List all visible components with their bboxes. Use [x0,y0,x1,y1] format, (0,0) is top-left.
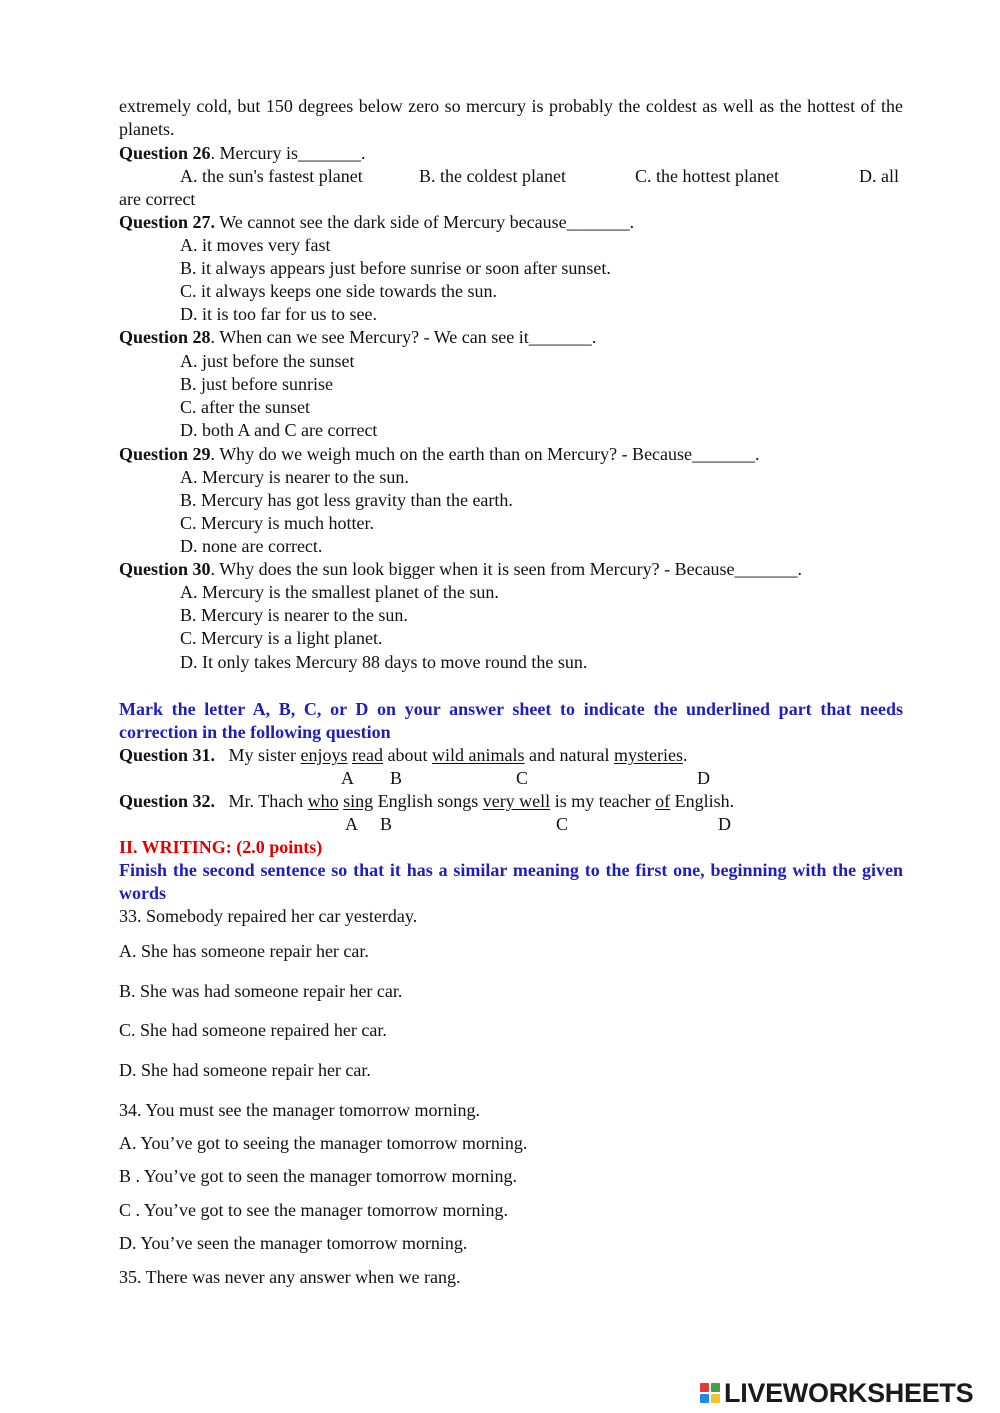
q26-option-d[interactable]: D. all [859,166,899,186]
question-29 [119,443,760,466]
q31-letter-b: B [390,768,403,788]
q31-letter-a: A [341,768,354,788]
q33-option-b[interactable]: B. She was had someone repair her car. [119,981,403,1001]
q28-option-a[interactable]: A. just before the sunset [180,351,355,371]
question-32 [119,790,734,813]
q28-option-c[interactable]: C. after the sunset [180,397,310,417]
q32-underlined-c[interactable]: very well [482,791,551,811]
logo-mark-icon [700,1383,720,1403]
question-26 [119,142,366,165]
question-30-label: Question 30 [119,559,211,579]
q34-option-a[interactable]: A. You’ve got to seeing the manager tomorrow morning. [119,1133,528,1153]
q32-letter-c: C [556,814,569,834]
q32-text: is my teacher [550,791,656,811]
writing-instruction: Finish the second sentence so that it has a similar meaning to the first one, beginning with the given words [119,860,903,903]
q31-underlined-d[interactable]: mysteries [613,745,683,765]
question-31 [119,744,687,767]
question-33-stem: 33. Somebody repaired her car yesterday. [119,906,418,926]
q31-text: and natural [524,745,614,765]
q31-underlined-a[interactable]: enjoys [300,745,348,765]
logo-text: LIVEWORKSHEETS [724,1377,974,1408]
q28-option-d[interactable]: D. both A and C are correct [180,420,378,440]
question-27-stem: We cannot see the dark side of Mercury because_______. [215,212,635,232]
q31-letter-c: C [516,768,529,788]
q32-text: Mr. Thach [228,791,308,811]
q26-option-c[interactable]: C. the hottest planet [635,166,779,186]
q26-option-d-continued: are correct [119,189,196,209]
question-35-stem: 35. There was never any answer when we rang. [119,1267,461,1287]
q30-option-a[interactable]: A. Mercury is the smallest planet of the sun. [180,582,499,602]
q31-text: . [682,745,688,765]
question-30-stem: . Why does the sun look bigger when it is seen from Mercury? - Because_______. [210,559,803,579]
q34-option-d[interactable]: D. You’ve seen the manager tomorrow morning. [119,1233,468,1253]
question-26-label: Question 26 [119,143,211,163]
q32-letter-d: D [718,814,731,834]
question-31-label: Question 31. [119,745,216,765]
question-27-label: Question 27. [119,212,216,232]
q28-option-b[interactable]: B. just before sunrise [180,374,333,394]
q32-letter-a: A [345,814,358,834]
question-27 [119,211,634,234]
q32-underlined-a[interactable]: who [307,791,339,811]
logo-square [711,1383,720,1392]
q33-option-d[interactable]: D. She had someone repair her car. [119,1060,371,1080]
question-26-stem: . Mercury is_______. [210,143,366,163]
q34-option-b[interactable]: B . You’ve got to seen the manager tomorrow morning. [119,1166,517,1186]
logo-square [700,1394,709,1403]
writing-heading: II. WRITING: (2.0 points) [119,837,323,857]
q27-option-b[interactable]: B. it always appears just before sunrise or soon after sunset. [180,258,611,278]
q26-option-b[interactable]: B. the coldest planet [419,166,566,186]
q33-option-c[interactable]: C. She had someone repaired her car. [119,1020,387,1040]
q29-option-c[interactable]: C. Mercury is much hotter. [180,513,374,533]
q32-text: English. [670,791,735,811]
question-28 [119,326,596,349]
question-29-label: Question 29 [119,444,211,464]
q33-option-a[interactable]: A. She has someone repair her car. [119,941,369,961]
q32-letter-b: B [380,814,393,834]
question-29-stem: . Why do we weigh much on the earth than on Mercury? - Because_______. [210,444,760,464]
q30-option-d[interactable]: D. It only takes Mercury 88 days to move round the sun. [180,652,588,672]
q31-letter-d: D [697,768,710,788]
q32-text: English songs [373,791,483,811]
q32-underlined-d[interactable]: of [655,791,671,811]
passage-continuation: extremely cold, but 150 degrees below zero so mercury is probably the coldest as well as the hottest of the planets. [119,96,903,139]
q31-underlined-b[interactable]: read [352,745,383,765]
question-32-label: Question 32. [119,791,216,811]
logo-square [711,1394,720,1403]
question-28-stem: . When can we see Mercury? - We can see it_______. [210,327,597,347]
question-30 [119,558,802,581]
q27-option-d[interactable]: D. it is too far for us to see. [180,304,377,324]
q27-option-a[interactable]: A. it moves very fast [180,235,331,255]
q26-option-a[interactable]: A. the sun's fastest planet [180,166,363,186]
q30-option-c[interactable]: C. Mercury is a light planet. [180,628,383,648]
question-34-stem: 34. You must see the manager tomorrow morning. [119,1100,480,1120]
question-28-label: Question 28 [119,327,211,347]
q29-option-a[interactable]: A. Mercury is nearer to the sun. [180,467,409,487]
q29-option-d[interactable]: D. none are correct. [180,536,323,556]
q31-text: about [383,745,432,765]
q29-option-b[interactable]: B. Mercury has got less gravity than the earth. [180,490,513,510]
q30-option-b[interactable]: B. Mercury is nearer to the sun. [180,605,408,625]
logo-square [700,1383,709,1392]
q32-underlined-b[interactable]: sing [343,791,374,811]
liveworksheets-logo [700,1378,973,1408]
q27-option-c[interactable]: C. it always keeps one side towards the sun. [180,281,497,301]
q34-option-c[interactable]: C . You’ve got to see the manager tomorrow morning. [119,1200,508,1220]
q31-underlined-c[interactable]: wild animals [432,745,525,765]
q31-text: My sister [228,745,301,765]
error-identification-instruction: Mark the letter A, B, C, or D on your answer sheet to indicate the underlined part that needs correction in the following question [119,699,903,742]
